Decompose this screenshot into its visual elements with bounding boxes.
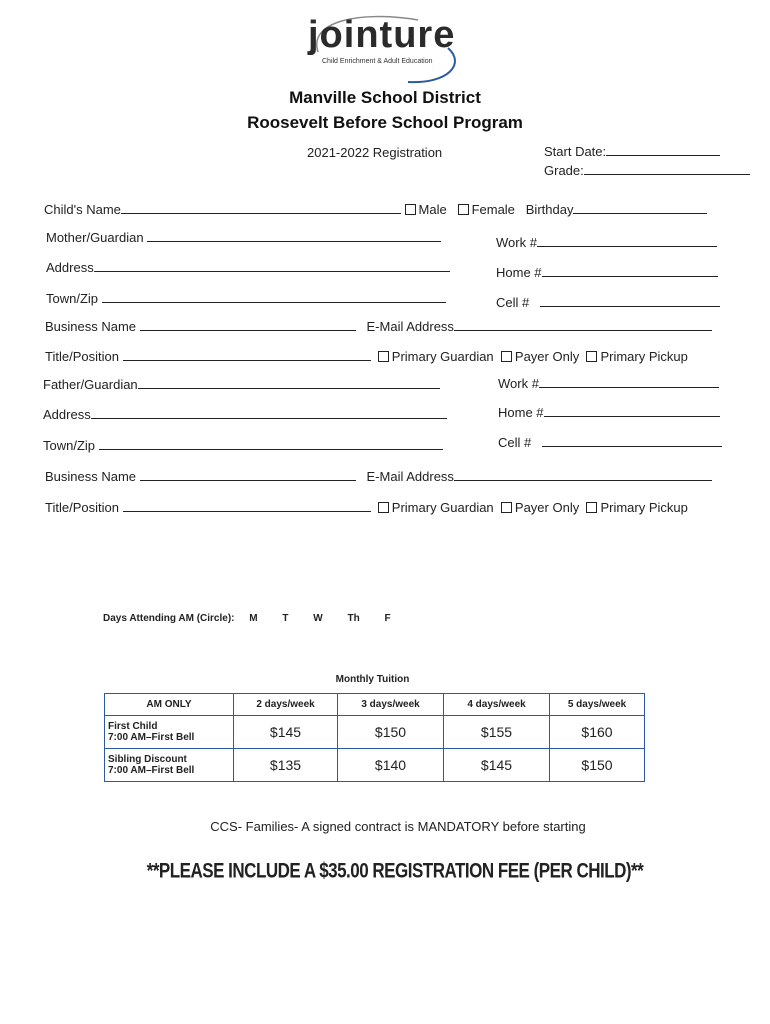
father-town-label: Town/Zip (43, 438, 96, 453)
father-address-label: Address (43, 407, 91, 422)
program-title: Roosevelt Before School Program (247, 113, 523, 132)
row-label-line1: Sibling Discount (108, 754, 187, 765)
logo-text: jointure (308, 14, 456, 56)
tuition-header-cell: 5 days/week (550, 694, 645, 716)
mother-address-row (46, 259, 450, 275)
start-date-line[interactable] (606, 143, 720, 156)
birthday-line[interactable] (573, 201, 707, 214)
father-work-row (498, 375, 719, 391)
grade-label: Grade: (544, 163, 584, 178)
mother-title-label: Title/Position (45, 349, 119, 364)
father-payer-only-label: Payer Only (514, 500, 580, 515)
father-business-line[interactable] (140, 468, 356, 481)
child-name-label: Child's Name (44, 202, 121, 217)
father-primary-guardian-checkbox[interactable] (378, 502, 389, 513)
mother-address-line[interactable] (94, 259, 450, 272)
mother-guardian-label: Mother/Guardian (46, 230, 144, 245)
father-town-row (43, 437, 443, 453)
mother-town-label: Town/Zip (46, 291, 99, 306)
father-payer-only-checkbox[interactable] (501, 502, 512, 513)
father-business-label: Business Name (45, 469, 137, 484)
father-town-line[interactable] (99, 437, 443, 450)
father-home-row (498, 404, 720, 420)
father-work-line[interactable] (539, 375, 719, 388)
mother-payer-only-checkbox[interactable] (501, 351, 512, 362)
father-home-line[interactable] (544, 404, 720, 417)
father-guardian-row (43, 376, 440, 392)
tuition-title: Monthly Tuition (335, 674, 410, 685)
table-row (105, 749, 645, 782)
mother-primary-guardian-label: Primary Guardian (391, 349, 494, 364)
father-guardian-label: Father/Guardian (43, 377, 138, 392)
female-checkbox[interactable] (458, 204, 469, 215)
tuition-header-cell: AM ONLY (105, 694, 234, 716)
mother-email-line[interactable] (454, 318, 712, 331)
price-cell: $135 (234, 749, 338, 782)
price-cell: $140 (338, 749, 444, 782)
days-attending-row (103, 613, 391, 624)
birthday-label: Birthday (525, 202, 574, 217)
mother-business-label: Business Name (45, 319, 137, 334)
price-cell: $150 (550, 749, 645, 782)
father-cell-line[interactable] (542, 434, 722, 447)
child-name-line[interactable] (121, 201, 401, 214)
mother-work-line[interactable] (537, 234, 717, 247)
father-business-row (45, 468, 712, 484)
row-label-line2: 7:00 AM–First Bell (108, 765, 195, 776)
mother-email-label: E-Mail Address (366, 319, 454, 334)
male-label: Male (418, 202, 447, 217)
day-option-thursday[interactable]: Th (347, 613, 360, 624)
mother-guardian-row (46, 229, 441, 245)
mother-work-row (496, 234, 717, 250)
mother-business-row (45, 318, 712, 334)
logo-tagline: Child Enrichment & Adult Education (322, 58, 433, 65)
price-cell: $145 (444, 749, 550, 782)
father-title-row (45, 499, 688, 515)
registration-fee-note: **PLEASE INCLUDE A $35.00 REGISTRATION FEE (PER CHILD)** (146, 858, 644, 883)
child-name-row (44, 201, 707, 217)
father-guardian-line[interactable] (138, 376, 440, 389)
mother-town-line[interactable] (102, 290, 446, 303)
mother-work-label: Work # (496, 235, 537, 250)
mother-payer-only-label: Payer Only (514, 349, 580, 364)
row-label-cell (105, 716, 234, 749)
day-option-wednesday[interactable]: W (313, 613, 323, 624)
tuition-header-cell: 4 days/week (444, 694, 550, 716)
tuition-header-cell: 3 days/week (338, 694, 444, 716)
days-attending-label: Days Attending AM (Circle): (103, 613, 235, 624)
tuition-header-row (105, 694, 645, 716)
mother-cell-row (496, 294, 720, 310)
father-primary-pickup-label: Primary Pickup (600, 500, 688, 515)
mother-home-row (496, 264, 718, 280)
day-option-friday[interactable]: F (384, 613, 391, 624)
district-title: Manville School District (289, 88, 481, 107)
mother-primary-guardian-checkbox[interactable] (378, 351, 389, 362)
tuition-header-cell: 2 days/week (234, 694, 338, 716)
day-option-monday[interactable]: M (249, 613, 258, 624)
grade-line[interactable] (584, 162, 750, 175)
start-date-label: Start Date: (544, 144, 607, 159)
grade-field[interactable] (544, 162, 750, 178)
father-email-label: E-Mail Address (366, 469, 454, 484)
father-work-label: Work # (498, 376, 539, 391)
father-cell-row (498, 434, 722, 450)
mother-primary-pickup-label: Primary Pickup (600, 349, 688, 364)
mother-address-label: Address (46, 260, 94, 275)
father-title-label: Title/Position (45, 500, 119, 515)
price-cell: $150 (338, 716, 444, 749)
father-primary-guardian-label: Primary Guardian (391, 500, 494, 515)
father-home-label: Home # (498, 405, 544, 420)
father-address-line[interactable] (91, 406, 447, 419)
table-row (105, 716, 645, 749)
mother-home-line[interactable] (542, 264, 718, 277)
female-label: Female (471, 202, 515, 217)
price-cell: $155 (444, 716, 550, 749)
mother-cell-line[interactable] (540, 294, 720, 307)
tuition-table (104, 693, 645, 782)
male-checkbox[interactable] (405, 204, 416, 215)
day-option-tuesday[interactable]: T (282, 613, 289, 624)
row-label-line1: First Child (108, 721, 158, 732)
price-cell: $145 (234, 716, 338, 749)
start-date-field[interactable] (544, 143, 720, 159)
mother-cell-label: Cell # (496, 295, 530, 310)
father-primary-pickup-checkbox[interactable] (586, 502, 597, 513)
mother-home-label: Home # (496, 265, 542, 280)
row-label-cell (105, 749, 234, 782)
row-label-line2: 7:00 AM–First Bell (108, 732, 195, 743)
father-email-line[interactable] (454, 468, 712, 481)
registration-year: 2021-2022 Registration (307, 145, 443, 160)
mother-title-line[interactable] (123, 348, 371, 361)
price-cell: $160 (550, 716, 645, 749)
father-cell-label: Cell # (498, 435, 532, 450)
mother-business-line[interactable] (140, 318, 356, 331)
father-title-line[interactable] (123, 499, 371, 512)
mother-title-row (45, 348, 688, 364)
contract-note: CCS- Families- A signed contract is MANDATORY before starting (210, 819, 586, 834)
mother-guardian-line[interactable] (147, 229, 441, 242)
mother-town-row (46, 290, 446, 306)
mother-primary-pickup-checkbox[interactable] (586, 351, 597, 362)
father-address-row (43, 406, 447, 422)
